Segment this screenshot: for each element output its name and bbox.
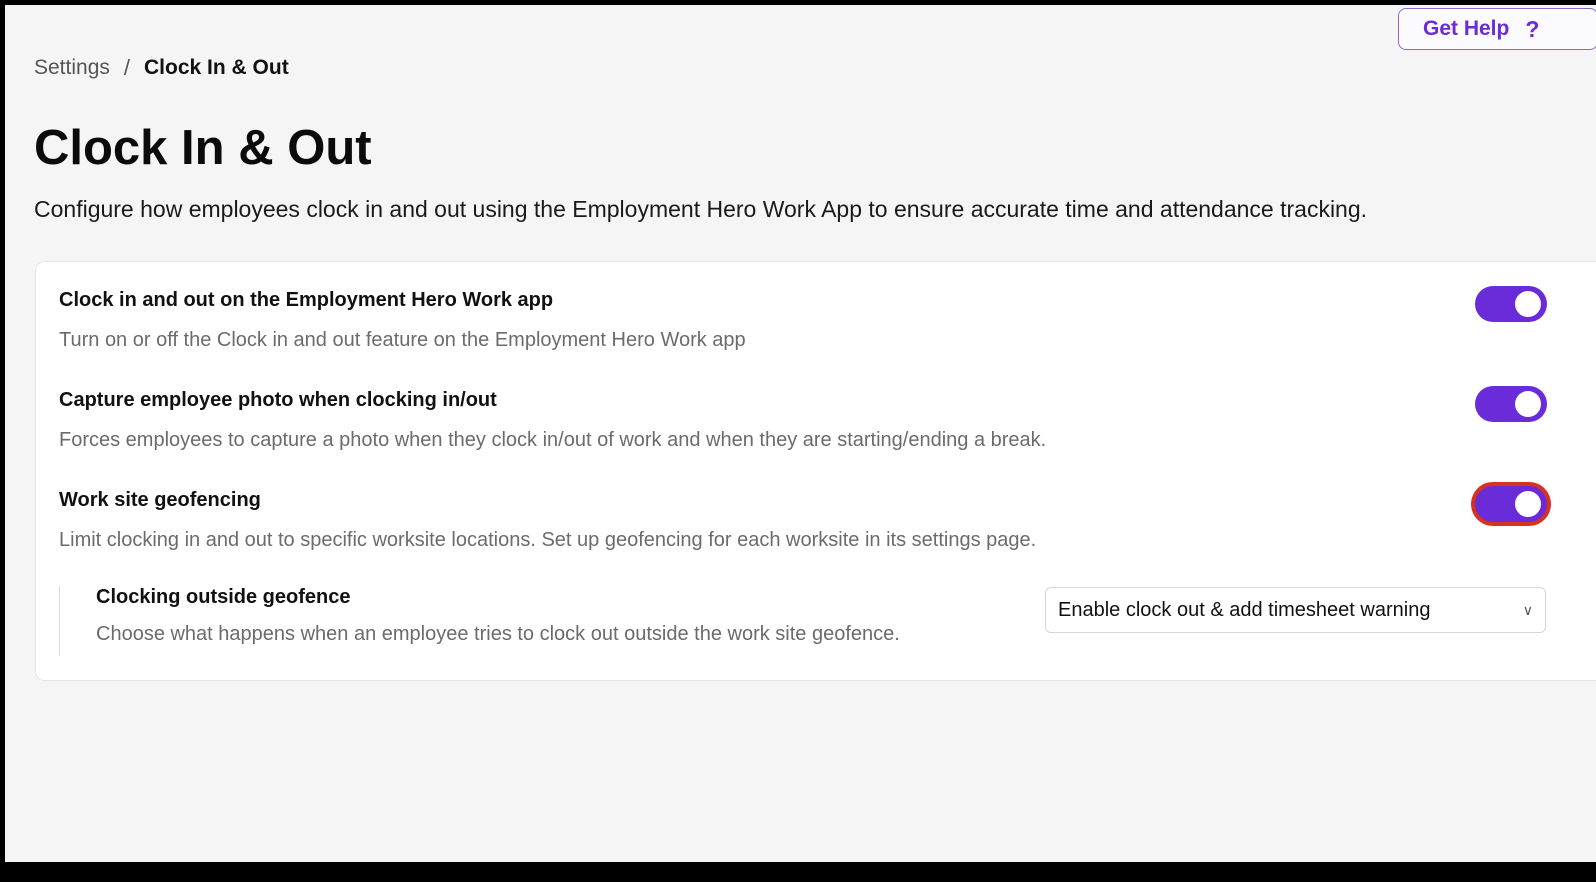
- setting-description: Limit clocking in and out to specific worksite locations. Set up geofencing for each worksite in its settings page.: [59, 529, 1037, 551]
- clocking-outside-geofence-section: [59, 586, 1096, 656]
- toggle-knob: [1515, 291, 1541, 317]
- breadcrumb-current: Clock In & Out: [144, 56, 289, 79]
- setting-geofencing: [59, 489, 1036, 552]
- capture-photo-toggle[interactable]: [1475, 386, 1547, 422]
- get-help-button[interactable]: [1398, 8, 1596, 50]
- toggle-knob: [1515, 391, 1541, 417]
- page-title: Clock In & Out: [34, 121, 372, 175]
- question-icon: ?: [1525, 15, 1540, 42]
- setting-capture-photo: [59, 389, 1046, 452]
- setting-clock-in-out: [59, 289, 746, 352]
- geofencing-toggle[interactable]: [1475, 486, 1547, 522]
- page: [5, 5, 1596, 862]
- setting-description: Forces employees to capture a photo when they clock in/out of work and when they are starting/ending a break.: [59, 429, 1047, 451]
- page-description: Configure how employees clock in and out using the Employment Hero Work App to ensure accurate time and attendance tracking.: [34, 196, 1368, 222]
- setting-title: Clock in and out on the Employment Hero Work app: [59, 289, 554, 311]
- setting-description: Turn on or off the Clock in and out feature on the Employment Hero Work app: [59, 329, 746, 351]
- breadcrumb-settings-link[interactable]: Settings: [34, 56, 110, 79]
- setting-title: Capture employee photo when clocking in/out: [59, 389, 497, 411]
- chevron-down-icon: ∨: [1522, 601, 1533, 618]
- setting-description: Choose what happens when an employee tries to clock out outside the work site geofence.: [96, 623, 900, 645]
- settings-card: [35, 261, 1596, 681]
- toggle-knob: [1515, 491, 1541, 517]
- clock-in-out-toggle[interactable]: [1475, 286, 1547, 322]
- setting-title: Clocking outside geofence: [96, 586, 351, 608]
- breadcrumb: [34, 55, 289, 81]
- breadcrumb-separator: /: [123, 55, 131, 80]
- setting-title: Work site geofencing: [59, 489, 261, 511]
- geofence-action-select[interactable]: [1045, 587, 1546, 633]
- select-value: Enable clock out & add timesheet warning: [1058, 598, 1431, 621]
- get-help-label: Get Help: [1423, 17, 1510, 40]
